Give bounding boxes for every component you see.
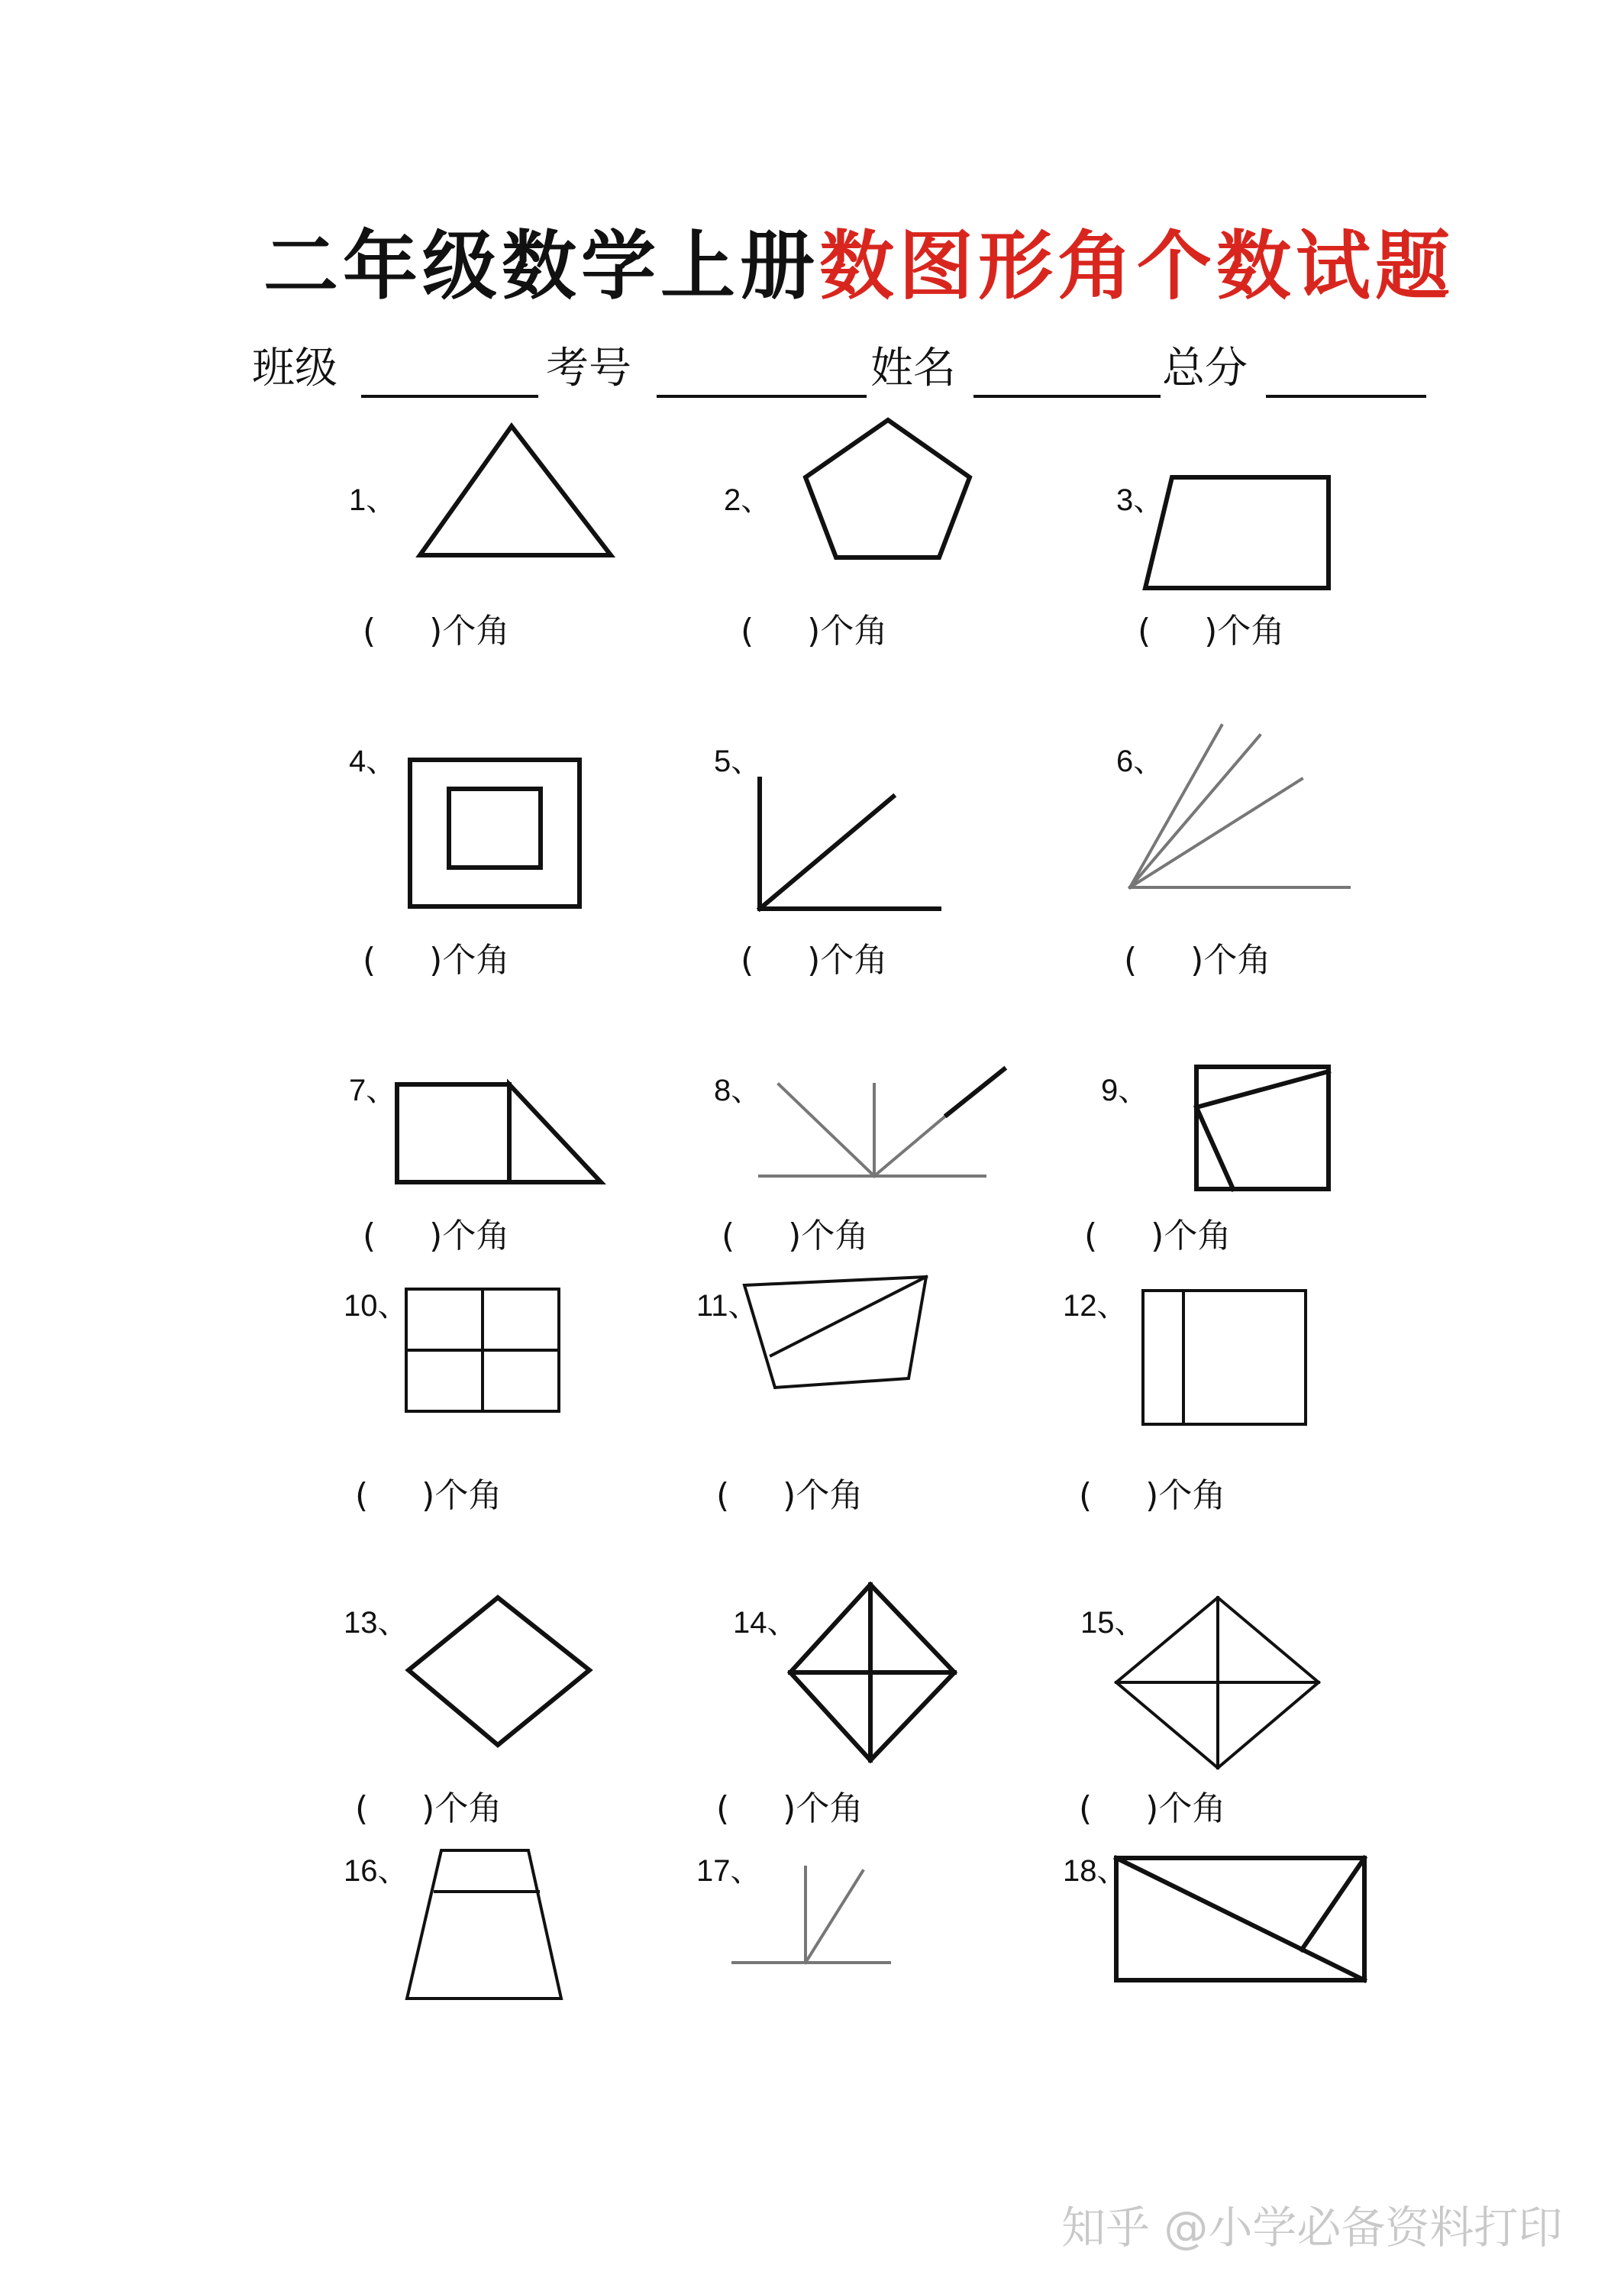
answer-blank[interactable] [741, 612, 888, 651]
answer-blank[interactable] [363, 941, 510, 980]
answer-suffix: )个角 [783, 1476, 864, 1515]
answer-open-paren: ( [355, 1476, 369, 1515]
problem-number: 18、 [1063, 1854, 1128, 1888]
problem-number: 17、 [696, 1854, 761, 1888]
square-part-shape [397, 1084, 509, 1182]
diamond-shape [408, 1598, 589, 1745]
answer-suffix: )个角 [429, 1217, 510, 1255]
watermark: 知乎 @小学必备资料打印 [1061, 2202, 1563, 2254]
answer-suffix: )个角 [429, 941, 510, 980]
answer-suffix: )个角 [807, 612, 888, 651]
fan-rays-shape [1130, 725, 1349, 887]
answer-open-paren: ( [741, 941, 754, 980]
trapezoid-shape [1145, 477, 1329, 588]
answer-open-paren: ( [355, 1789, 369, 1828]
answer-suffix: )个角 [1190, 941, 1271, 980]
answer-blank[interactable] [355, 1476, 502, 1515]
answer-open-paren: ( [716, 1476, 730, 1515]
problem-number: 1、 [349, 483, 397, 517]
answer-open-paren: ( [363, 612, 376, 651]
answer-blank[interactable] [363, 1217, 510, 1255]
problem-number: 4、 [349, 745, 397, 778]
answer-blank[interactable] [716, 1476, 864, 1515]
trapezoid-line-shape [407, 1850, 561, 1999]
answer-suffix: )个角 [1204, 612, 1285, 651]
answer-blank[interactable] [1084, 1217, 1232, 1255]
problem-number: 2、 [724, 483, 772, 517]
problem-number: 7、 [349, 1074, 397, 1107]
problem-number: 15、 [1080, 1606, 1145, 1640]
problem-number: 13、 [344, 1606, 408, 1640]
rays-from-point-shape [760, 1069, 1004, 1176]
answer-blank[interactable] [1124, 941, 1271, 980]
pentagon-shape [806, 420, 970, 557]
answer-open-paren: ( [363, 1217, 376, 1255]
answer-blank[interactable] [722, 1217, 869, 1255]
answer-suffix: )个角 [1145, 1476, 1226, 1515]
rect-vertical-line-shape [1143, 1291, 1306, 1424]
right-angle-shape [760, 779, 939, 909]
answer-open-paren: ( [716, 1789, 730, 1828]
answer-open-paren: ( [1138, 612, 1151, 651]
triangle-shape [420, 426, 611, 555]
class-label: 班级 [252, 344, 337, 393]
answer-open-paren: ( [722, 1217, 735, 1255]
answer-blank[interactable] [1079, 1476, 1226, 1515]
answer-open-paren: ( [1084, 1217, 1098, 1255]
problem-number: 11、 [696, 1289, 759, 1323]
problem-number: 10、 [344, 1289, 408, 1323]
problem-number: 16、 [344, 1854, 408, 1888]
triangle-part-shape [509, 1084, 601, 1182]
answer-blank[interactable] [716, 1789, 864, 1828]
answer-suffix: )个角 [783, 1789, 864, 1828]
answer-blank[interactable] [363, 612, 510, 651]
answer-blank[interactable] [1138, 612, 1285, 651]
number-label: 考号 [546, 344, 631, 393]
answer-suffix: )个角 [1151, 1217, 1232, 1255]
problem-number: 8、 [714, 1074, 762, 1107]
answer-open-paren: ( [1124, 941, 1138, 980]
square-with-lines-shape [1196, 1067, 1329, 1189]
answer-suffix: )个角 [421, 1476, 502, 1515]
trapezoid-diagonal-shape [744, 1277, 926, 1388]
outer-square-shape [410, 760, 580, 906]
answer-suffix: )个角 [429, 612, 510, 651]
answer-blank[interactable] [741, 941, 888, 980]
answer-blank[interactable] [355, 1789, 502, 1828]
problem-number: 6、 [1116, 745, 1164, 778]
answer-blank[interactable] [1079, 1789, 1226, 1828]
problem-number: 5、 [714, 745, 762, 778]
ray-shape [760, 797, 893, 909]
answer-suffix: )个角 [421, 1789, 502, 1828]
title-part-black: 二年级数学上册 [263, 223, 820, 310]
answer-open-paren: ( [1079, 1476, 1093, 1515]
answer-open-paren: ( [1079, 1789, 1093, 1828]
name-label: 姓名 [870, 344, 956, 393]
title-part-red: 数图形角个数试题 [819, 223, 1455, 310]
answer-suffix: )个角 [788, 1217, 869, 1255]
angle-rays-shape [733, 1867, 889, 1963]
problem-number: 12、 [1063, 1289, 1128, 1323]
problem-number: 14、 [733, 1606, 798, 1640]
answer-open-paren: ( [741, 612, 754, 651]
answer-suffix: )个角 [807, 941, 888, 980]
problem-number: 3、 [1116, 483, 1164, 517]
score-label: 总分 [1162, 344, 1248, 393]
answer-open-paren: ( [363, 941, 376, 980]
problem-number: 9、 [1101, 1074, 1149, 1107]
inner-square-shape [449, 789, 541, 868]
answer-suffix: )个角 [1145, 1789, 1226, 1828]
